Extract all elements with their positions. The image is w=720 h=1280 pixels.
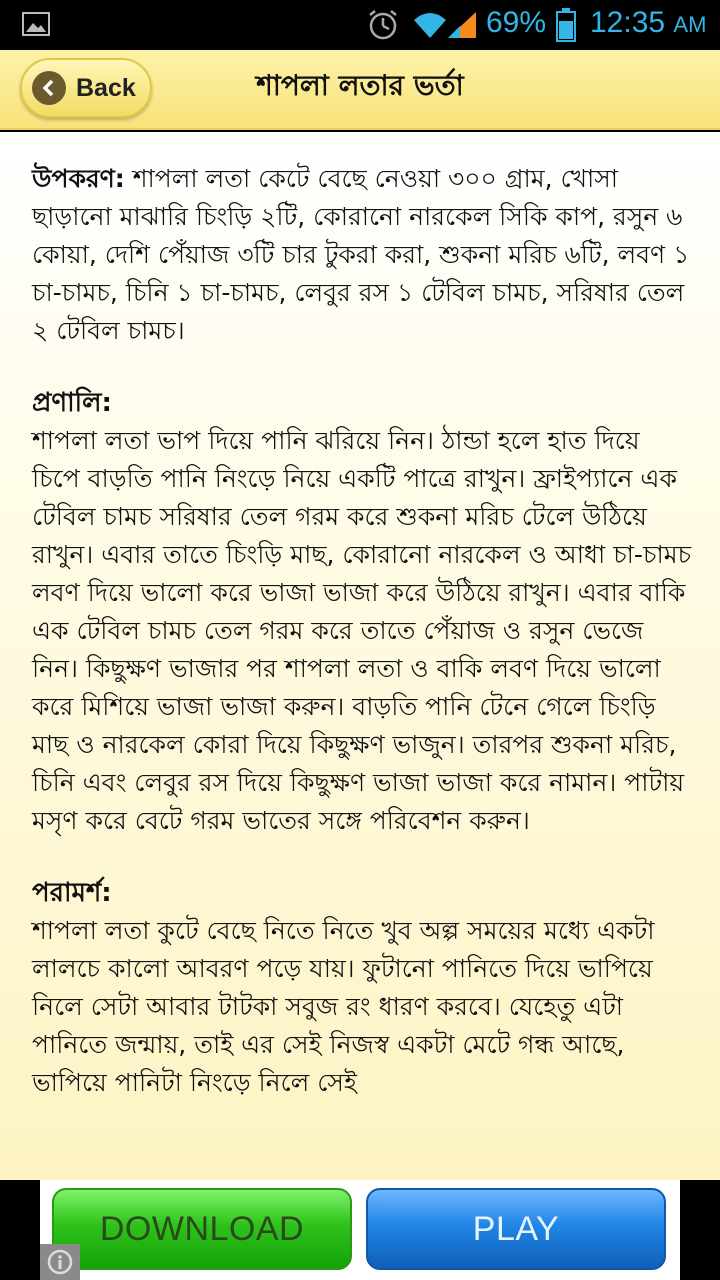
tips-section bbox=[32, 874, 692, 1102]
ingredients-section bbox=[32, 160, 692, 350]
ingredients-paragraph bbox=[32, 160, 692, 350]
method-heading: প্রণালি: bbox=[32, 388, 112, 418]
tips-text: শাপলা লতা কুটে বেছে নিতে নিতে খুব অল্প সময়ের মধ্যে একটা লালচে কালো আবরণ পড়ে যায়। ফুটানো পানিতে দিয়ে ভাপিয়ে নিলে সেটা আবার টাটকা সবুজ রং ধারণ করবে। যেহেতু এটা পানিতে জন্মায়, তাই এর সেই নিজস্ব একটা মেটে গন্ধ আছে, ভাপিয়ে পানিটা নিংড়ে নিলে সেই bbox=[32, 916, 655, 1097]
alarm-icon bbox=[366, 8, 400, 42]
download-button[interactable]: DOWNLOAD bbox=[52, 1188, 352, 1270]
ingredients-heading: উপকরণ: bbox=[32, 164, 125, 193]
clock-time: 12:35 bbox=[590, 6, 666, 39]
method-text: শাপলা লতা ভাপ দিয়ে পানি ঝরিয়ে নিন। ঠান্ডা হলে হাত দিয়ে চিপে বাড়তি পানি নিংড়ে নিয়ে একটি পাত্রে রাখুন। ফ্রাইপ্যানে এক টেবিল চামচ সরিষার তেল গরম করে শুকনা মরিচ টেলে উঠিয়ে রাখুন। এবার তাতে চিংড়ি মাছ, কোরানো নারকেল ও আধা চা-চামচ লবণ দিয়ে ভালো করে ভাজা ভাজা করে উঠিয়ে রাখুন। এবার বাকি এক টেবিল চামচ তেল গরম করে তাতে পেঁয়াজ ও রসুন ভেজে নিন। কিছুক্ষণ ভাজার পর শাপলা লতা ও বাকি লবণ দিয়ে ভালো করে মিশিয়ে ভাজা ভাজা করুন। বাড়তি পানি টেনে গেলে চিংড়ি মাছ ও নারকেল কোরা দিয়ে কিছুক্ষণ ভাজুন। তারপর শুকনা মরিচ, চিনি এবং লেবুর রস দিয়ে কিছুক্ষণ ভাজা ভাজা করে নামান। পাটায় মসৃণ করে বেটে গরম ভাতের সঙ্গে পরিবেশন করুন। bbox=[32, 426, 692, 835]
status-bar bbox=[0, 0, 720, 50]
wifi-icon bbox=[412, 10, 448, 40]
method-section bbox=[32, 384, 692, 840]
tips-heading: পরামর্শ: bbox=[32, 878, 112, 908]
recipe-content[interactable] bbox=[0, 132, 720, 1180]
clock-ampm: AM bbox=[673, 12, 707, 37]
play-button[interactable]: PLAY bbox=[366, 1188, 666, 1270]
battery-percentage: 69% bbox=[486, 6, 547, 39]
back-button[interactable] bbox=[20, 58, 152, 118]
status-clock bbox=[590, 6, 706, 40]
chevron-left-icon bbox=[32, 71, 66, 105]
signal-icon bbox=[446, 10, 478, 40]
info-icon[interactable] bbox=[40, 1244, 80, 1280]
app-header bbox=[0, 50, 720, 130]
page-title: শাপলা লতার ভর্তা bbox=[256, 69, 464, 102]
battery-icon bbox=[556, 8, 576, 42]
ingredients-text: শাপলা লতা কেটে বেছে নেওয়া ৩০০ গ্রাম, খোসা ছাড়ানো মাঝারি চিংড়ি ২টি, কোরানো নারকেল সিকি কাপ, রসুন ৬ কোয়া, দেশি পেঁয়াজ ৩টি চার টুকরা করা, শুকনা মরিচ ৬টি, লবণ ১ চা-চামচ, চিনি ১ চা-চামচ, লেবুর রস ১ টেবিল চামচ, সরিষার তেল ২ টেবিল চামচ। bbox=[32, 164, 690, 345]
gallery-icon bbox=[22, 12, 50, 36]
ad-container bbox=[40, 1180, 680, 1280]
ad-banner bbox=[0, 1180, 720, 1280]
back-label: Back bbox=[76, 73, 136, 102]
